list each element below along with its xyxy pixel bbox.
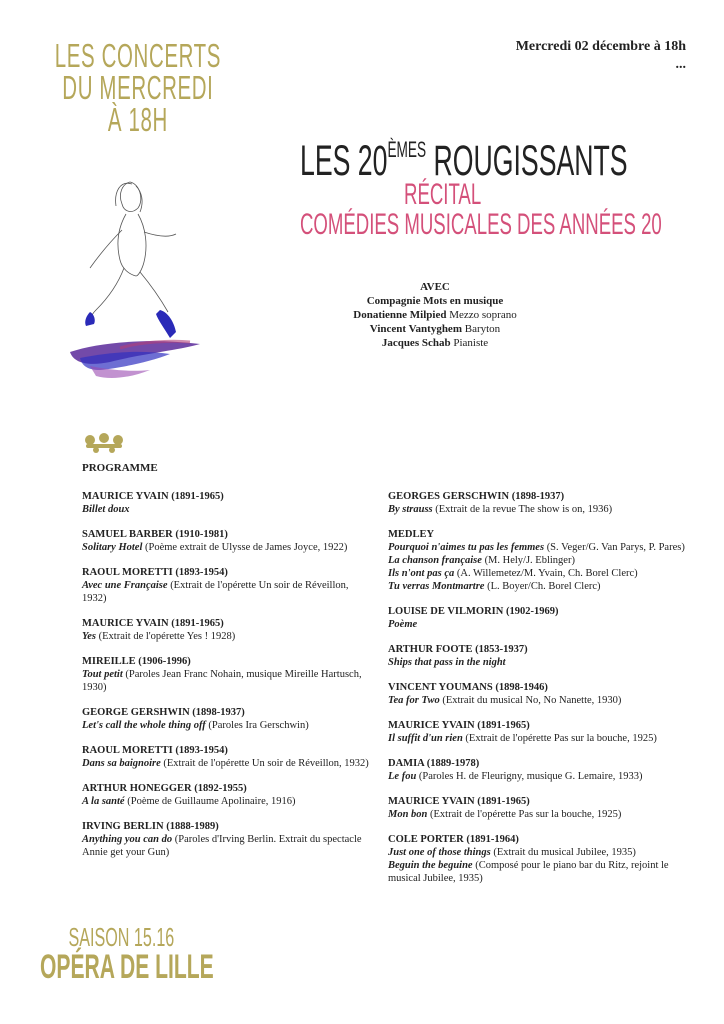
work-title: Mon bon xyxy=(388,809,428,820)
work-title: Let's call the whole thing off xyxy=(82,720,206,731)
composer-name: MIREILLE (1906-1996) xyxy=(82,656,191,667)
composer-name: RAOUL MORETTI (1893-1954) xyxy=(82,567,228,578)
programme-entry xyxy=(388,528,688,593)
work-details: (Paroles H. de Fleurigny, musique G. Lemaire, 1933) xyxy=(416,771,643,782)
work-details: (Poème extrait de Ulysse de James Joyce, 1922) xyxy=(142,542,348,553)
work-details: (Poème de Guillaume Apolinaire, 1916) xyxy=(124,796,296,807)
ornament-icon xyxy=(82,432,126,454)
work-details: (L. Boyer/Ch. Borel Clerc) xyxy=(484,581,601,592)
date-dots: ... xyxy=(675,57,686,72)
work-title: Poème xyxy=(388,619,418,630)
composer-name: ARTHUR HONEGGER (1892-1955) xyxy=(82,783,247,794)
title-suffix: ROUGISSANTS xyxy=(426,137,628,185)
work-line xyxy=(388,541,688,554)
programme-entry xyxy=(82,820,372,859)
work-line xyxy=(388,859,688,885)
work-line xyxy=(82,630,372,643)
cast-performer xyxy=(300,322,570,336)
work-line xyxy=(388,554,688,567)
work-line xyxy=(82,668,372,694)
work-details: (Paroles d'Irving Berlin. Extrait du spectacle Annie get your Gun) xyxy=(82,834,362,858)
work-title: Dans sa baignoire xyxy=(82,758,161,769)
work-details: (Extrait du musical No, No Nanette, 1930) xyxy=(439,695,622,706)
programme-entry xyxy=(388,605,688,631)
work-title: Ships that pass in the night xyxy=(388,657,506,668)
work-line xyxy=(388,770,688,783)
work-line xyxy=(82,719,372,732)
performer-name: Jacques Schab xyxy=(381,337,451,349)
work-title: A la santé xyxy=(82,796,125,807)
composer-name: RAOUL MORETTI (1893-1954) xyxy=(82,745,228,756)
work-line xyxy=(388,732,688,745)
programme-entry xyxy=(82,528,372,554)
subtitle-line-1: RÉCITAL xyxy=(404,178,482,211)
work-line xyxy=(82,503,372,516)
performer-name: Donatienne Milpied xyxy=(353,309,447,321)
cast-heading: AVEC xyxy=(420,281,450,293)
work-details: (Extrait du musical Jubilee, 1935) xyxy=(490,847,636,858)
composer-name: VINCENT YOUMANS (1898-1946) xyxy=(388,682,548,693)
work-title: La chanson française xyxy=(388,555,482,566)
work-line xyxy=(82,795,372,808)
work-details: (Composé pour le piano bar du Ritz, rejoint le musical Jubilee, 1935) xyxy=(388,860,669,884)
series-line-1: LES CONCERTS xyxy=(54,37,222,74)
work-title: Solitary Hotel xyxy=(82,542,143,553)
composer-name: MAURICE YVAIN (1891-1965) xyxy=(82,618,224,629)
work-line xyxy=(82,541,372,554)
programme-entry xyxy=(82,566,372,605)
work-line xyxy=(388,808,688,821)
season-footer xyxy=(40,922,214,986)
work-details: (Extrait de l'opérette Un soir de Réveillon, 1932) xyxy=(82,580,349,604)
work-line xyxy=(82,757,372,770)
series-line-2: DU MERCREDI xyxy=(62,69,214,106)
work-line xyxy=(388,618,688,631)
programme-entry xyxy=(388,795,688,821)
programme-entry xyxy=(388,643,688,669)
programme-entry xyxy=(82,490,372,516)
work-line xyxy=(388,656,688,669)
composer-name: MAURICE YVAIN (1891-1965) xyxy=(388,720,530,731)
programme-column-right xyxy=(388,490,688,897)
work-title: Tout petit xyxy=(82,669,123,680)
work-line xyxy=(388,694,688,707)
season-label: SAISON 15.16 xyxy=(68,922,175,952)
work-details: (Extrait de l'opérette Un soir de Réveillon, 1932) xyxy=(160,758,369,769)
work-title: Billet doux xyxy=(82,504,130,515)
work-title: Le fou xyxy=(388,771,417,782)
work-line xyxy=(388,580,688,593)
programme-entry xyxy=(82,782,372,808)
cast-block xyxy=(300,280,570,350)
performer-role: Pianiste xyxy=(453,337,489,349)
programme-entry xyxy=(388,681,688,707)
series-line-3: À 18H xyxy=(107,101,168,138)
cast-company: Compagnie Mots en musique xyxy=(366,295,504,307)
programme-entry xyxy=(82,744,372,770)
composer-name: DAMIA (1889-1978) xyxy=(388,758,480,769)
work-details: (Extrait de l'opérette Yes ! 1928) xyxy=(96,631,236,642)
work-title: Beguin the beguine xyxy=(388,860,473,871)
composer-name: GEORGES GERSCHWIN (1898-1937) xyxy=(388,491,565,502)
work-details: (M. Hely/J. Eblinger) xyxy=(481,555,575,566)
cast-performer xyxy=(300,336,570,350)
programme-entry xyxy=(388,757,688,783)
work-title: Pourquoi n'aimes tu pas les femmes xyxy=(388,542,545,553)
work-details: (S. Veger/G. Van Parys, P. Pares) xyxy=(544,542,685,553)
programme-column-left xyxy=(82,490,372,871)
composer-name: COLE PORTER (1891-1964) xyxy=(388,834,519,845)
performer-name: Vincent Vantyghem xyxy=(369,323,462,335)
work-title: Ils n'ont pas ça xyxy=(388,568,455,579)
programme-entry xyxy=(82,617,372,643)
work-details: (Paroles Ira Gerschwin) xyxy=(205,720,309,731)
composer-name: MAURICE YVAIN (1891-1965) xyxy=(388,796,530,807)
work-line xyxy=(388,503,688,516)
title-prefix: LES 20 xyxy=(300,137,388,185)
date-text: Mercredi 02 décembre à 18h xyxy=(515,39,686,54)
composer-name: GEORGE GERSHWIN (1898-1937) xyxy=(82,707,245,718)
work-details: (A. Willemetez/M. Yvain, Ch. Borel Clerc) xyxy=(454,568,638,579)
show-title xyxy=(300,128,628,185)
programme-entry xyxy=(388,490,688,516)
composer-name: SAMUEL BARBER (1910-1981) xyxy=(82,529,228,540)
work-line xyxy=(388,567,688,580)
show-subtitle xyxy=(300,178,662,241)
venue-name: OPÉRA DE LILLE xyxy=(40,948,214,986)
work-title: Anything you can do xyxy=(82,834,173,845)
work-title: Tea for Two xyxy=(388,695,440,706)
work-details: (Extrait de l'opérette Pas sur la bouche, 1925) xyxy=(462,733,657,744)
work-line xyxy=(82,579,372,605)
work-details: (Extrait de l'opérette Pas sur la bouche, 1925) xyxy=(427,809,622,820)
work-details: (Extrait de la revue The show is on, 1936) xyxy=(432,504,613,515)
work-line xyxy=(388,846,688,859)
composer-name: IRVING BERLIN (1888-1989) xyxy=(82,821,219,832)
composer-name: ARTHUR FOOTE (1853-1937) xyxy=(388,644,528,655)
work-title: By strauss xyxy=(388,504,433,515)
work-title: Yes xyxy=(82,631,96,642)
concert-date xyxy=(516,38,686,74)
composer-name: MEDLEY xyxy=(388,529,435,540)
composer-name: LOUISE DE VILMORIN (1902-1969) xyxy=(388,606,559,617)
work-title: Il suffit d'un rien xyxy=(388,733,463,744)
series-heading xyxy=(48,37,228,138)
work-title: Tu verras Montmartre xyxy=(388,581,485,592)
dancer-illustration xyxy=(60,172,220,392)
performer-role: Baryton xyxy=(464,323,501,335)
programme-heading: PROGRAMME xyxy=(82,462,158,474)
title-sup: ÈMES xyxy=(387,137,427,162)
programme-entry xyxy=(82,706,372,732)
cast-performer xyxy=(300,308,570,322)
work-title: Just one of those things xyxy=(388,847,491,858)
composer-name: MAURICE YVAIN (1891-1965) xyxy=(82,491,224,502)
work-details: (Paroles Jean Franc Nohain, musique Mireille Hartusch, 1930) xyxy=(82,669,362,693)
subtitle-line-2: COMÉDIES MUSICALES DES ANNÉES 20 xyxy=(300,208,662,241)
programme-entry xyxy=(82,655,372,694)
performer-role: Mezzo soprano xyxy=(449,309,517,321)
programme-entry xyxy=(388,719,688,745)
work-title: Avec une Française xyxy=(82,580,168,591)
programme-entry xyxy=(388,833,688,885)
work-line xyxy=(82,833,372,859)
